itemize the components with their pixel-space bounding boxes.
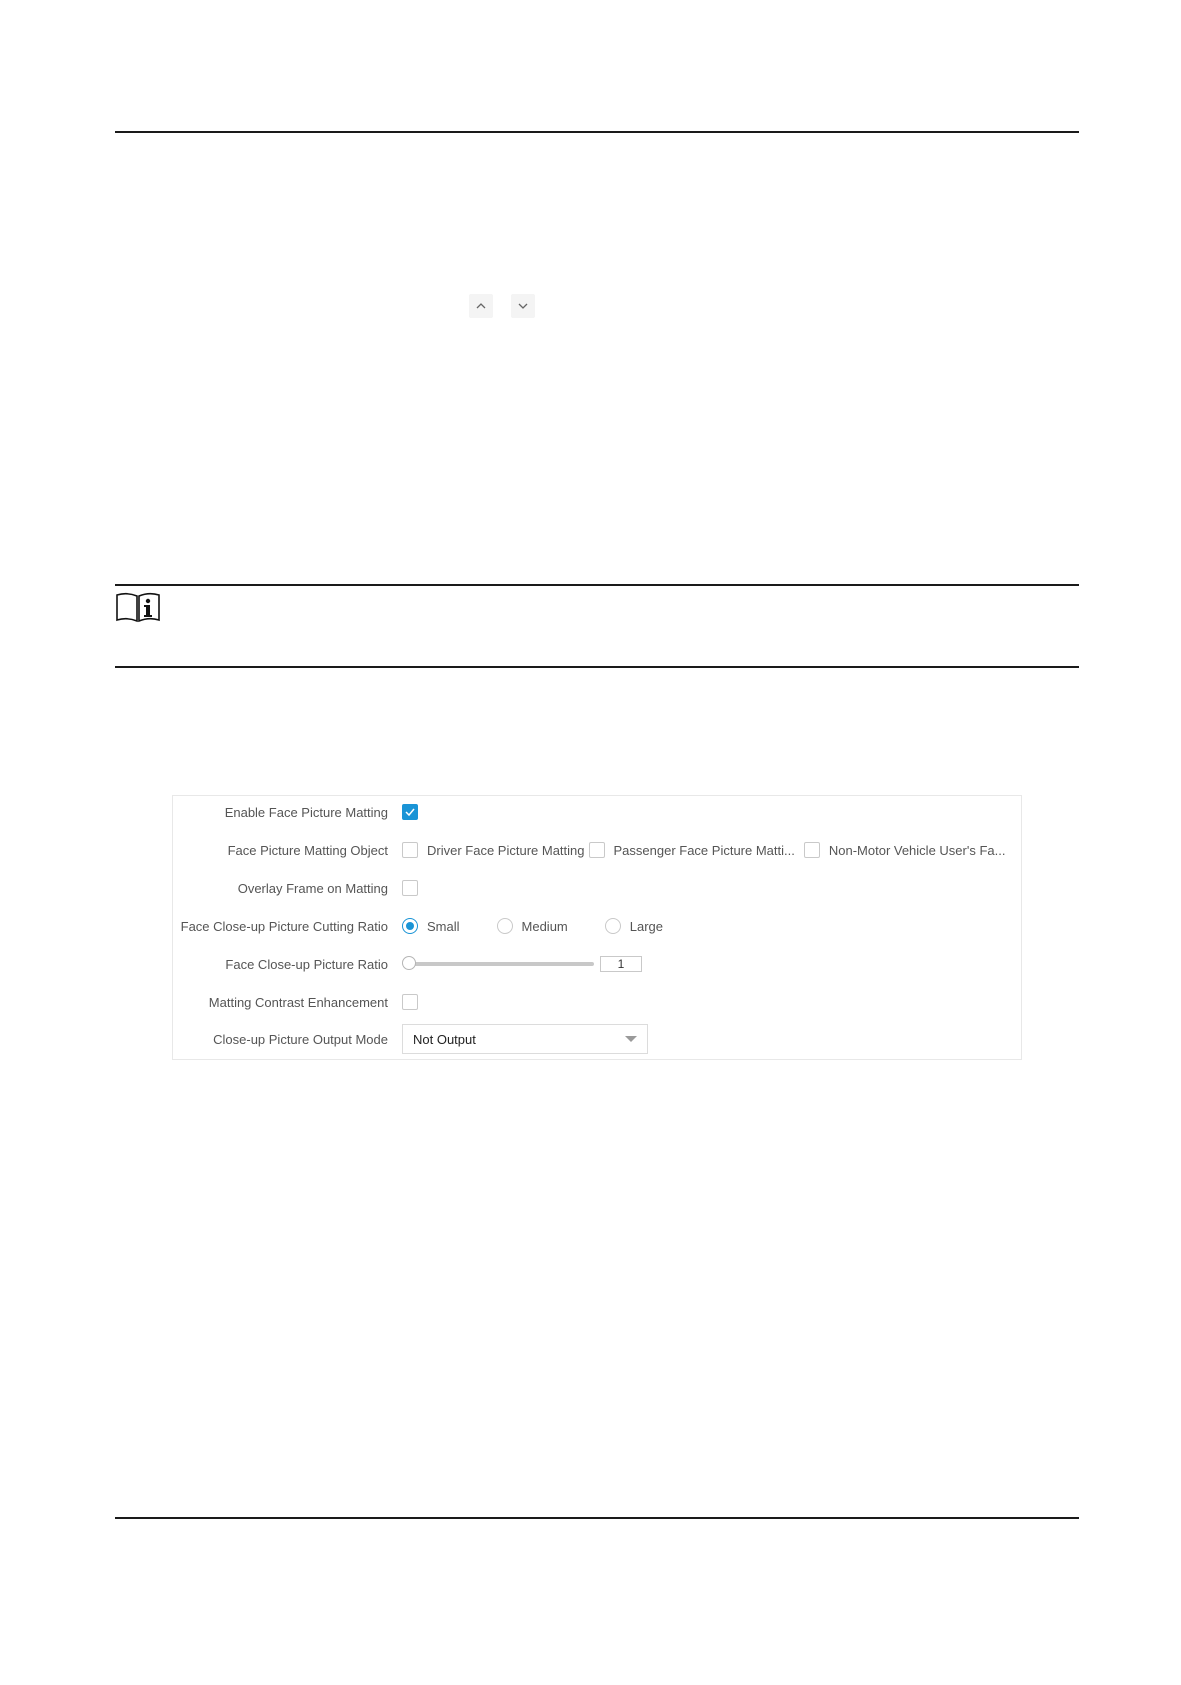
ratio-medium-radio[interactable] [497,918,513,934]
enable-matting-label: Enable Face Picture Matting [224,804,388,820]
overlay-frame-checkbox[interactable] [402,880,418,896]
cutting-ratio-label: Face Close-up Picture Cutting Ratio [180,918,388,934]
passenger-face-label: Passenger Face Picture Matti... [613,842,795,858]
passenger-face-checkbox[interactable] [589,842,605,858]
footer-rule [115,1517,1079,1519]
chevron-down-icon [517,300,529,312]
non-motor-face-checkbox[interactable] [804,842,820,858]
checkmark-icon [404,806,416,818]
contrast-enhancement-label: Matting Contrast Enhancement [208,994,388,1010]
overlay-frame-label: Overlay Frame on Matting [237,880,388,896]
output-mode-row [173,1022,648,1056]
ratio-large-option[interactable] [605,918,663,934]
enable-matting-row [173,798,418,826]
output-mode-value: Not Output [413,1031,476,1047]
matting-object-label: Face Picture Matting Object [227,842,388,858]
passenger-face-option[interactable] [589,842,795,858]
picture-ratio-slider[interactable] [404,962,594,966]
contrast-enhancement-row [173,988,418,1016]
move-down-button[interactable] [511,294,535,318]
note-bottom-rule [115,666,1079,668]
caret-down-icon [625,1036,637,1042]
picture-ratio-value[interactable]: 1 [600,956,642,972]
contrast-enhancement-checkbox[interactable] [402,994,418,1010]
header-rule [115,131,1079,133]
matting-object-row [173,836,1005,864]
driver-face-label: Driver Face Picture Matting [427,842,585,858]
slider-thumb[interactable] [402,956,416,970]
face-matting-settings-panel [172,795,1022,1060]
ratio-small-option[interactable] [402,918,460,934]
ratio-small-label: Small [427,918,460,934]
enable-matting-checkbox[interactable] [402,804,418,820]
note-top-rule [115,584,1079,586]
ratio-large-radio[interactable] [605,918,621,934]
picture-ratio-row [173,950,642,978]
move-up-button[interactable] [469,294,493,318]
note-info-icon [115,590,161,624]
ratio-medium-label: Medium [521,918,568,934]
driver-face-option[interactable] [402,842,585,858]
output-mode-select[interactable] [402,1024,648,1054]
chevron-up-icon [475,300,487,312]
ratio-large-label: Large [629,918,664,934]
output-mode-label: Close-up Picture Output Mode [213,1031,388,1047]
ratio-small-radio[interactable] [402,918,418,934]
picture-ratio-label: Face Close-up Picture Ratio [225,956,388,972]
overlay-frame-row [173,874,418,902]
cutting-ratio-row [173,912,663,940]
driver-face-checkbox[interactable] [402,842,418,858]
non-motor-face-option[interactable] [804,842,1006,858]
ratio-medium-option[interactable] [497,918,568,934]
non-motor-face-label: Non-Motor Vehicle User's Fa... [828,842,1006,858]
